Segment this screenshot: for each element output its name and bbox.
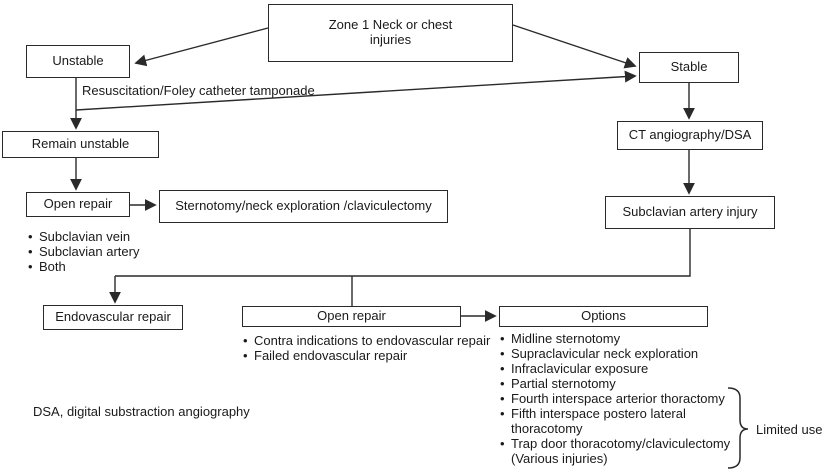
footnote-dsa: DSA, digital substraction angiography [33,404,250,419]
node-unstable [26,45,130,78]
list-item: • Supraclavicular neck exploration [500,346,738,361]
node-remain-unstable [2,131,159,158]
node-unstable-label: Unstable [52,53,104,69]
edge-zone-to-unstable [136,28,268,63]
node-options [499,306,708,327]
list-item: • Failed endovascular repair [243,348,503,363]
node-zone1-injuries [268,4,513,62]
node-stable [639,52,739,83]
node-open-repair-stable [242,306,461,327]
list-item: • Subclavian vein [28,229,218,244]
list-open-repair-indications [243,333,503,363]
edge-zone-to-stable [513,25,635,66]
node-ct-angiography-label: CT angiography/DSA [628,127,752,143]
list-item: • Subclavian artery [28,244,218,259]
list-item: • Midline sternotomy [500,331,738,346]
node-open-repair-unstable [26,192,130,217]
node-subclavian-artery-injury [605,196,775,229]
node-sternotomy [159,190,448,223]
node-zone1-injuries-label: Zone 1 Neck or chest injuries [328,17,453,47]
node-sternotomy-label: Sternotomy/neck exploration /claviculectomy [175,198,432,214]
list-item: • Fourth interspace arterior thoractomy [500,391,738,406]
node-options-label: Options [581,308,626,324]
node-open-repair-stable-label: Open repair [317,308,386,324]
node-remain-unstable-label: Remain unstable [31,136,130,152]
list-item: • Both [28,259,218,274]
node-stable-label: Stable [670,59,708,75]
node-open-repair-unstable-label: Open repair [43,196,113,212]
edge-label-resuscitation: Resuscitation/Foley catheter tamponade [82,83,315,98]
node-endovascular-repair [43,305,183,330]
list-item: • Contra indications to endovascular repair [243,333,503,348]
node-ct-angiography [617,121,763,150]
list-item: • Partial sternotomy [500,376,738,391]
list-open-repair-targets [28,229,218,274]
list-options-items [500,331,738,466]
list-item: • Trap door thoracotomy/claviculectomy (Various injuries) [500,436,738,466]
list-item: • Infraclavicular exposure [500,361,738,376]
node-subclavian-artery-injury-label: Subclavian artery injury [622,204,758,220]
limited-use-label: Limited use [756,422,823,437]
list-item: • Fifth interspace postero lateral thoracotomy [500,406,738,436]
node-endovascular-repair-label: Endovascular repair [55,309,171,325]
